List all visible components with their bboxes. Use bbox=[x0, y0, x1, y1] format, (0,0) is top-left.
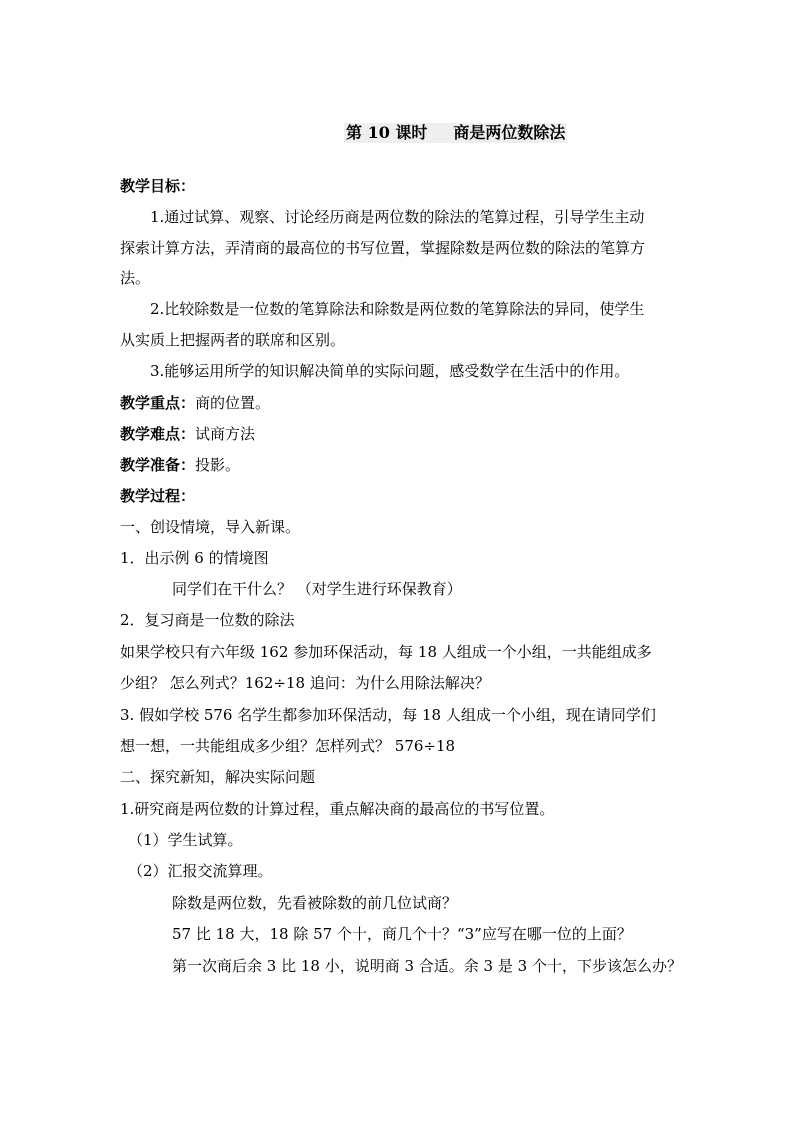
objective-2-line-2: 从实质上把握两者的联席和区别。 bbox=[120, 331, 346, 349]
objectives-heading: 教学目标： bbox=[120, 177, 196, 195]
difficulty bbox=[120, 424, 255, 444]
section-1-item-3-line-2: 想一想，一共能组成多少组？怎样列式？ 576÷18 bbox=[120, 737, 456, 755]
preparation bbox=[120, 455, 240, 475]
objective-1-line-1: 1.通过试算、观察、讨论经历商是两位数的除法的笔算过程，引导学生主动 bbox=[150, 208, 645, 226]
difficulty-label: 教学难点： bbox=[120, 425, 196, 443]
section-2-question-2: 57 比 18 大，18 除 57 个十，商几个十？“3”应写在哪一位的上面？ bbox=[172, 925, 632, 943]
section-2-question-1: 除数是两位数，先看被除数的前几位试商？ bbox=[172, 894, 458, 912]
lesson-number: 第 10 课时 bbox=[346, 123, 428, 142]
section-1-item-3-line-1: 3. 假如学校 576 名学生都参加环保活动，每 18 人组成一个小组，现在请同学们 bbox=[120, 706, 656, 724]
key-point bbox=[120, 393, 270, 413]
section-2-sub-1: （1）学生试算。 bbox=[128, 831, 243, 849]
section-2-sub-2: （2）汇报交流算理。 bbox=[128, 862, 273, 880]
section-2-question-3: 第一次商后余 3 比 18 小，说明商 3 合适。余 3 是 3 个十，下步该怎么办？ bbox=[172, 957, 682, 975]
objective-1-line-2: 探索计算方法，弄清商的最高位的书写位置，掌握除数是两位数的除法的笔算方 bbox=[120, 239, 646, 257]
objective-2-line-1: 2.比较除数是一位数的笔算除法和除数是两位数的笔算除法的异同，使学生 bbox=[150, 300, 645, 318]
preparation-label: 教学准备： bbox=[120, 456, 196, 474]
section-1-item-2-line-2: 少组？ 怎么列式？162÷18 追问：为什么用除法解决？ bbox=[120, 674, 490, 692]
preparation-value: 投影。 bbox=[195, 456, 241, 474]
lesson-topic: 商是两位数除法 bbox=[453, 123, 566, 142]
section-1-item-1: 1．出示例 6 的情境图 bbox=[120, 549, 269, 567]
objective-3: 3.能够运用所学的知识解决简单的实际问题，感受数学在生活中的作用。 bbox=[150, 362, 630, 380]
section-1-heading: 一、创设情境，导入新课。 bbox=[120, 518, 301, 536]
section-1-item-1-detail: 同学们在干什么？ （对学生进行环保教育） bbox=[172, 580, 462, 598]
section-2-heading: 二、探究新知，解决实际问题 bbox=[120, 768, 316, 786]
process-heading: 教学过程： bbox=[120, 487, 196, 505]
difficulty-value: 试商方法 bbox=[195, 425, 256, 443]
section-1-item-2: 2．复习商是一位数的除法 bbox=[120, 611, 295, 629]
key-point-label: 教学重点： bbox=[120, 394, 196, 412]
section-2-item-1: 1.研究商是两位数的计算过程，重点解决商的最高位的书写位置。 bbox=[120, 800, 555, 818]
key-point-value: 商的位置。 bbox=[195, 394, 271, 412]
lesson-title bbox=[344, 123, 567, 143]
section-1-item-2-line-1: 如果学校只有六年级 162 参加环保活动，每 18 人组成一个小组，一共能组成多 bbox=[120, 643, 652, 661]
objective-1-line-3: 法。 bbox=[120, 269, 151, 287]
